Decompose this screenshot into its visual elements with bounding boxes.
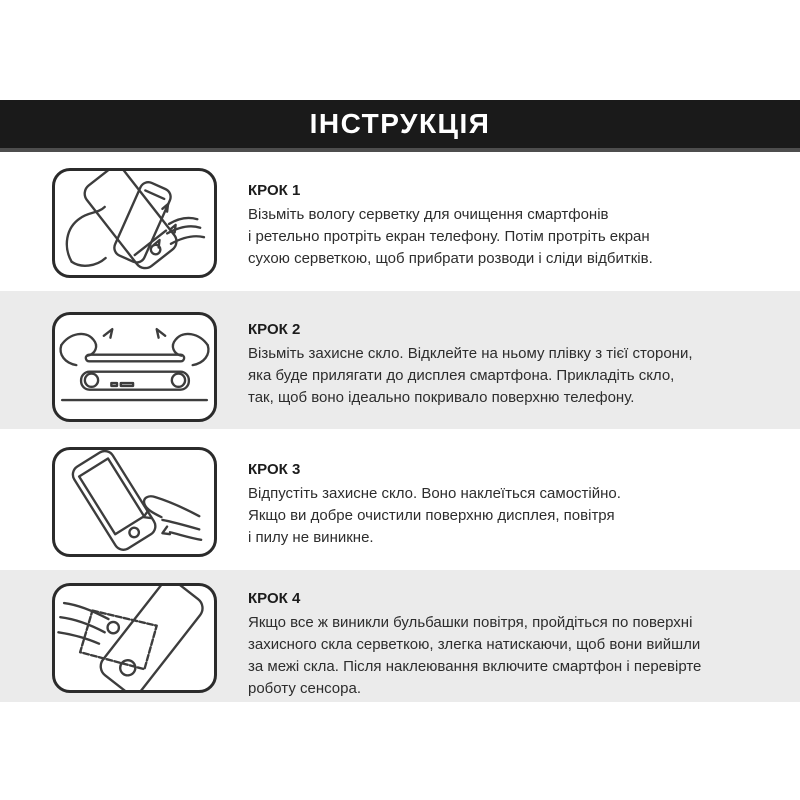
step-4-line-2: захисного скла серветкою, злегка натискаючи, щоб вони вийшли — [248, 636, 701, 653]
step-section-3 — [0, 429, 800, 570]
step-section-4 — [0, 570, 800, 702]
finger-pressing-screen-icon — [55, 450, 214, 554]
release-glass-illustration — [52, 447, 217, 557]
page-title: ІНСТРУКЦІЯ — [309, 108, 491, 139]
step-3-line-2: Якщо ви добре очистили поверхню дисплея, повітря — [248, 507, 615, 524]
step-3-line-3: і пилу не виникне. — [248, 529, 374, 546]
step-4-line-1: Якщо все ж виникли бульбашки повітря, пройдіться по поверхні — [248, 614, 693, 631]
step-3-line-1: Відпустіть захисне скло. Воно наклеїться самостійно. — [248, 485, 621, 502]
step-2-text — [248, 321, 793, 409]
place-glass-illustration — [52, 312, 217, 422]
step-3-text — [248, 461, 793, 549]
step-1-line-1: Візьміть вологу серветку для очищення смартфонів — [248, 206, 609, 223]
step-2-line-2: яка буде прилягати до дисплея смартфона. Прикладіть скло, — [248, 367, 675, 384]
step-4-text — [248, 590, 793, 700]
step-2-line-1: Візьміть захисне скло. Відклейте на ньому плівку з тієї сторони, — [248, 345, 693, 362]
clean-screen-illustration — [52, 168, 217, 278]
step-4-line-3: за межі скла. Після наклеювання включите смартфон і перевірте — [248, 658, 702, 675]
step-section-2 — [0, 291, 800, 429]
step-1-line-3: сухою серветкою, щоб прибрати розводи і сліди відбитків. — [248, 250, 653, 267]
step-1-text — [248, 182, 793, 270]
step-2-label: КРОК 2 — [248, 321, 301, 338]
hand-smoothing-cloth-icon — [55, 586, 214, 690]
step-4-label: КРОК 4 — [248, 590, 301, 607]
step-4-line-4: роботу сенсора. — [248, 680, 361, 697]
step-section-1 — [0, 152, 800, 291]
step-1-line-2: і ретельно протріть екран телефону. Потім протріть екран — [248, 228, 650, 245]
smooth-bubbles-illustration — [52, 583, 217, 693]
step-3-label: КРОК 3 — [248, 461, 301, 478]
step-2-line-3: так, щоб воно ідеально покривало поверхню телефону. — [248, 389, 635, 406]
step-1-label: КРОК 1 — [248, 182, 301, 199]
header-bar — [0, 100, 800, 152]
hands-placing-glass-icon — [55, 315, 214, 419]
hand-wiping-phone-icon — [55, 171, 214, 275]
